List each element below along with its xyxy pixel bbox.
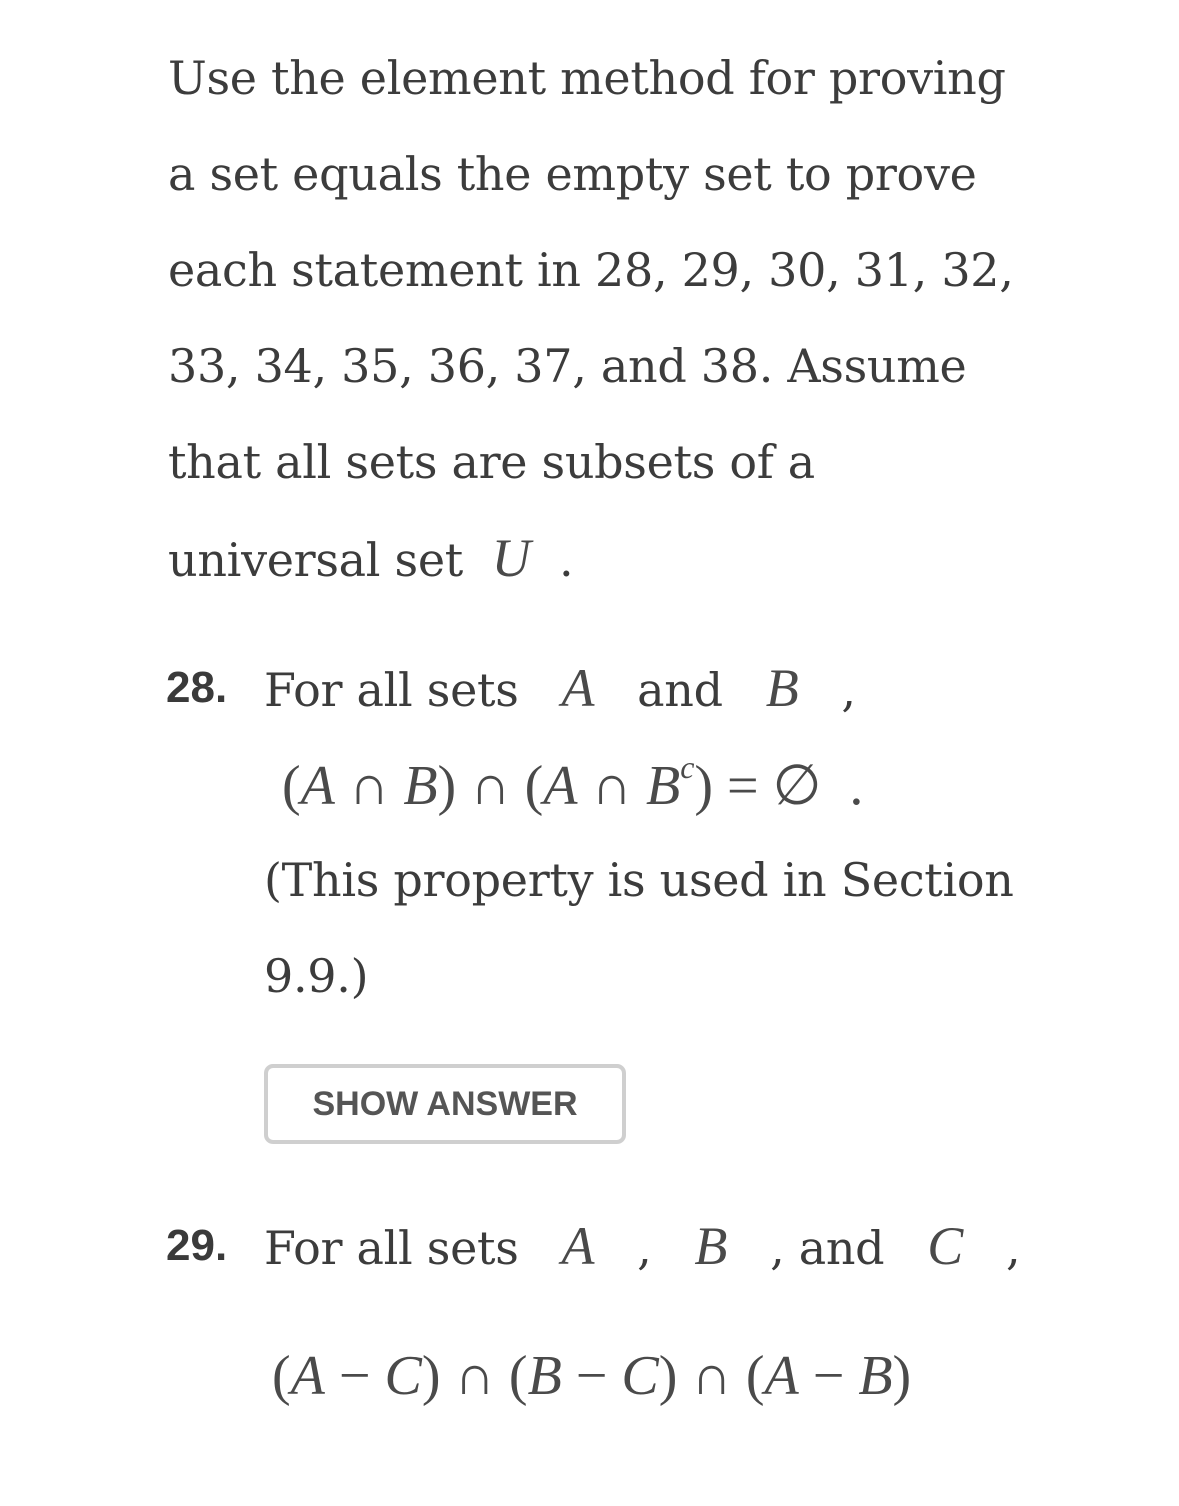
intro-line: that all sets are subsets of a [168,435,815,489]
exercise-number: 28. [166,663,228,712]
statement-and: , and [770,1221,885,1275]
statement-and: and [637,663,723,717]
exercise-number: 29. [166,1221,228,1270]
paren: ( [282,755,301,817]
set-b: B [403,755,438,817]
intro-line: each statement in 28, 29, 30, 31, 32, [168,243,1014,297]
set-b: B [527,1345,562,1407]
paren-intersection: ) ∩ ( [437,755,544,817]
set-a: A [764,1345,799,1407]
intro-line-text: universal set [168,533,463,587]
paren: ( [272,1345,291,1407]
exercise-statement [264,1218,1020,1276]
intro-line: a set equals the empty set to prove [168,147,977,201]
set-expression [272,1344,911,1408]
statement-comma: , [841,663,856,717]
set-variable-a: A [561,658,595,718]
set-b: B [645,755,681,817]
paren-intersection: ) ∩ ( [658,1345,765,1407]
set-variable-b: B [765,658,799,718]
set-a: A [543,755,578,817]
set-a: A [300,755,335,817]
intro-period: . [558,533,574,587]
set-variable-b: B [694,1216,728,1276]
statement-comma: , [1005,1221,1021,1275]
intersection-symbol: ∩ [577,755,646,817]
intro-line: Use the element method for proving [168,51,1006,105]
complement-superscript: c [680,749,695,785]
intersection-symbol: ∩ [334,755,404,817]
note-line: 9.9.) [264,949,369,1003]
set-variable-a: A [561,1216,595,1276]
statement-lead: For all sets [264,1221,519,1275]
note-line: (This property is used in Section [264,853,1014,907]
set-variable-c: C [927,1216,964,1276]
set-equation [282,749,864,818]
universal-set-variable: U [491,528,531,588]
set-c: C [384,1345,422,1407]
intro-paragraph [168,30,1028,608]
minus-symbol: − [324,1345,385,1407]
exercise-note [264,832,1014,1024]
formula-period: . [849,755,864,817]
paren-intersection: ) ∩ ( [421,1345,528,1407]
exercise-statement [264,660,856,718]
paren: ) [892,1345,912,1407]
set-c: C [621,1345,659,1407]
minus-symbol: − [561,1345,622,1407]
intro-line: 33, 34, 35, 36, 37, and 38. Assume [168,339,967,393]
show-answer-button[interactable]: SHOW ANSWER [264,1064,626,1144]
minus-symbol: − [798,1345,859,1407]
equals-empty-set: ) = ∅ [694,755,822,817]
set-b: B [858,1345,893,1407]
statement-lead: For all sets [264,663,519,717]
statement-comma: , [637,1221,652,1275]
intro-line-last [168,510,1028,608]
set-a: A [290,1345,325,1407]
